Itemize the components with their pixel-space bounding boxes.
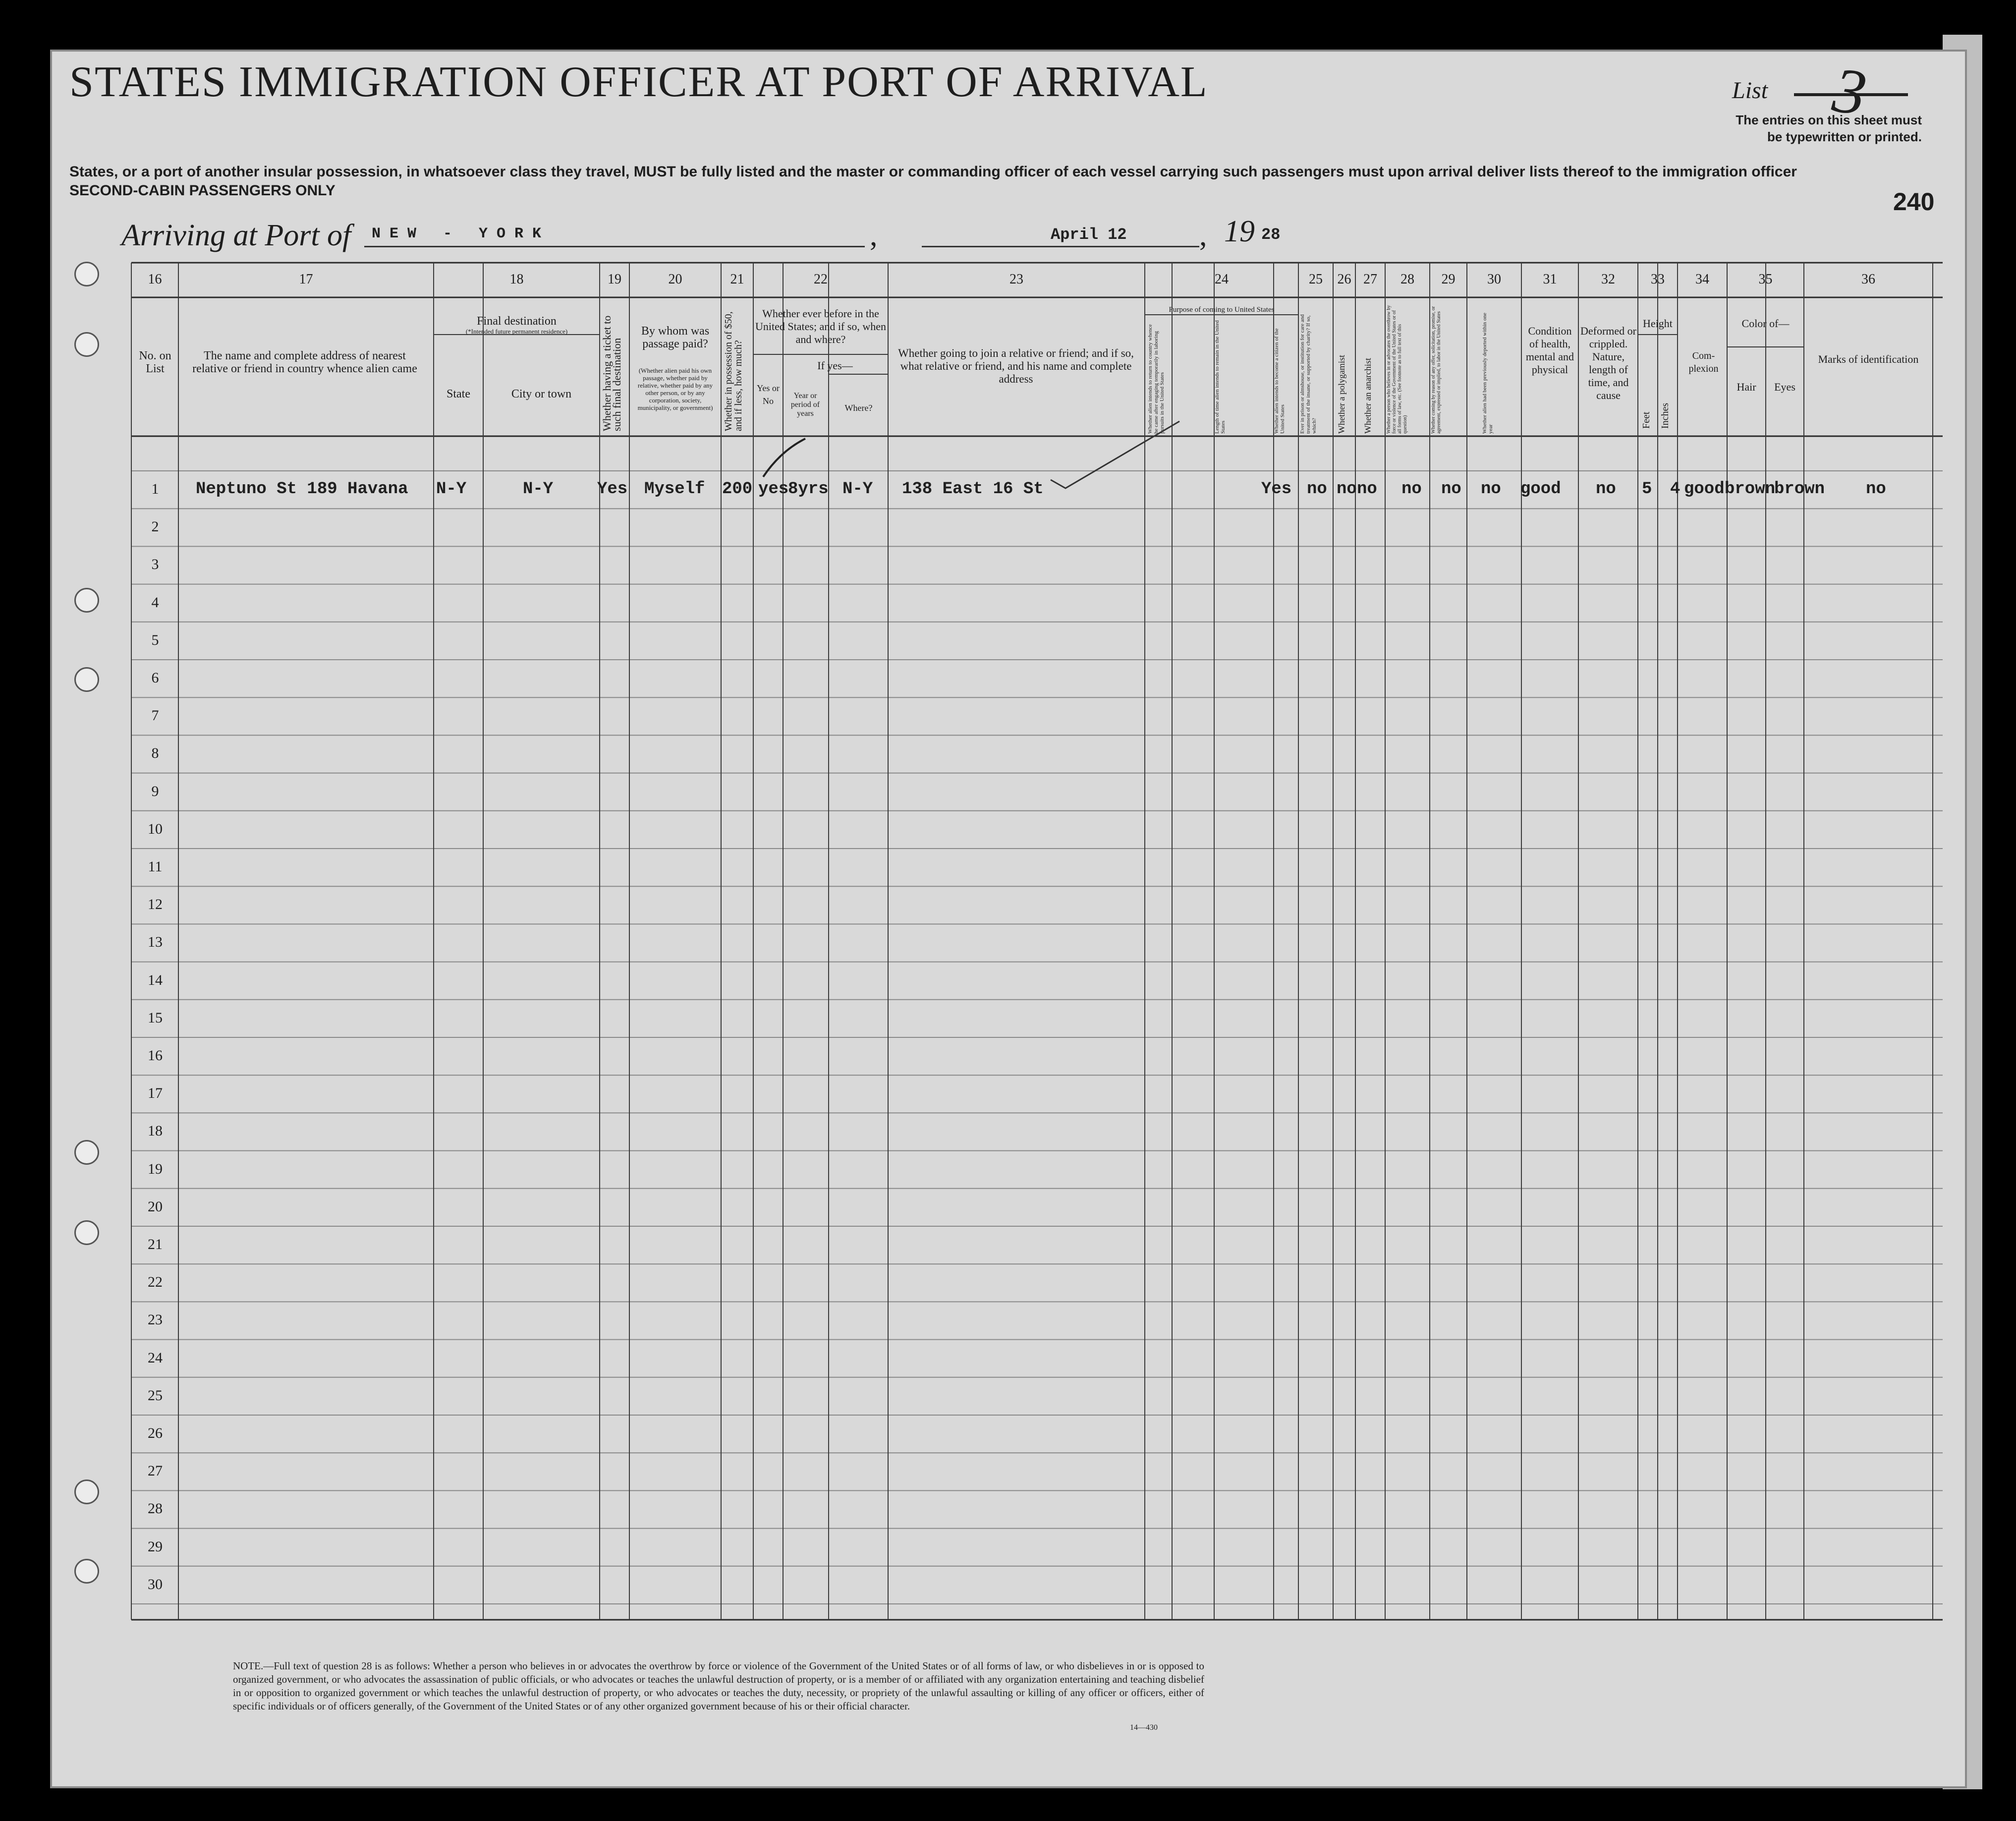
header-purpose-citizen: Whether alien intends to become a citizen of the United States xyxy=(1274,328,1286,434)
row-number: 8 xyxy=(151,745,159,762)
row-number: 29 xyxy=(148,1538,163,1555)
year-suffix: 28 xyxy=(1261,226,1281,244)
header-join-relative: Whether going to join a relative or friend; and if so, what relative or friend, and his name and complete address xyxy=(898,347,1134,385)
entry-before-where: N-Y xyxy=(842,480,873,499)
header-state: State xyxy=(447,388,470,400)
row-number: 12 xyxy=(148,896,163,913)
row-number: 11 xyxy=(148,858,163,875)
list-label: List xyxy=(1732,77,1768,104)
row-number: 24 xyxy=(148,1349,163,1366)
row-number: 10 xyxy=(148,820,163,837)
header-deformed: Deformed or crippled. Nature, length of time, and cause xyxy=(1580,325,1636,401)
entry-state: N-Y xyxy=(436,480,467,499)
page-title: STATES IMMIGRATION OFFICER AT PORT OF ARRIVAL xyxy=(69,58,1208,106)
column-number: 35 xyxy=(1758,272,1773,287)
header-yes-or-no: Yes or No xyxy=(757,383,780,406)
row-number: 14 xyxy=(148,971,163,988)
check-mark xyxy=(763,439,805,477)
column-number: 29 xyxy=(1441,272,1456,287)
row-number: 17 xyxy=(148,1085,163,1102)
row-number: 6 xyxy=(151,670,159,686)
list-number: 3 xyxy=(1829,54,1871,129)
column-number: 33 xyxy=(1651,272,1665,287)
row-number: 2 xyxy=(151,518,159,535)
column-number: 25 xyxy=(1309,272,1323,287)
header-polygamist: Whether a polygamist xyxy=(1337,355,1346,434)
column-number: 31 xyxy=(1543,272,1557,287)
arriving-label: Arriving at Port of xyxy=(121,219,351,252)
entry-offer: no xyxy=(1441,480,1461,499)
comma: , xyxy=(1199,219,1207,252)
entry-citizen: Yes xyxy=(1261,480,1292,499)
year-prefix: 19 xyxy=(1224,215,1255,248)
row-number: 22 xyxy=(148,1274,163,1291)
row-number: 18 xyxy=(148,1123,163,1139)
row-number: 16 xyxy=(148,1047,163,1064)
column-number: 18 xyxy=(509,272,524,287)
comma: , xyxy=(870,219,878,252)
entry-overthrow: no xyxy=(1401,480,1422,499)
header-paid-by-note: (Whether alien paid his own passage, whether paid by relative, whether paid by any other person, or by any corporation, society, municipality, or government) xyxy=(637,367,713,411)
port-value: NEW - YORK xyxy=(372,226,551,242)
entry-hair: brown xyxy=(1725,480,1776,499)
column-number: 16 xyxy=(148,272,162,287)
header-possession: Whether in possession of $50, and if less, how much? xyxy=(723,311,744,431)
row-number: 3 xyxy=(151,556,159,573)
header-final-destination: Final destination xyxy=(477,315,557,328)
header-before-in-us: Whether ever before in the United States; and if so, when and where? xyxy=(755,307,886,345)
header-year-period: Year or period of years xyxy=(790,392,820,418)
header-health: Condition of health, mental and physical xyxy=(1525,325,1574,376)
header-relative-address: The name and complete address of nearest relative or friend in country whence alien came xyxy=(192,349,417,375)
header-height: Height xyxy=(1643,317,1673,330)
row-number: 28 xyxy=(148,1500,163,1517)
column-number: 24 xyxy=(1215,272,1229,287)
header-deported: Whether alien had been previously deported within one year xyxy=(1482,312,1494,434)
column-number: 23 xyxy=(1009,272,1023,287)
header-purpose-length: Length of time alien intends to remain in the United States xyxy=(1214,320,1226,434)
header-color-of: Color of— xyxy=(1741,317,1790,330)
second-cabin-label: SECOND-CABIN PASSENGERS ONLY xyxy=(69,182,336,199)
entry-anarchist: no xyxy=(1357,480,1377,499)
header-inches: Inches xyxy=(1660,402,1671,429)
header-if-yes: If yes— xyxy=(817,359,853,372)
row-number: 23 xyxy=(148,1311,163,1328)
entry-city: N-Y xyxy=(523,480,554,499)
header-purpose-return: Whether alien intends to return to country whence he came after engaging temporarily in laboring pursuits in the United States xyxy=(1147,324,1165,434)
entry-polygamist: no xyxy=(1337,480,1357,499)
entry-ticket: Yes xyxy=(597,480,628,499)
entry-before-years: 8yrs xyxy=(788,480,829,499)
header-where: Where? xyxy=(844,403,873,413)
column-number: 17 xyxy=(299,272,313,287)
row-number: 13 xyxy=(148,934,163,951)
entry-deported: no xyxy=(1481,480,1501,499)
column-number: 21 xyxy=(730,272,744,287)
header-offer: Whether coming by reason of any offer, solicitation, promise, or agreement, expressed or implied, to labor in the United States xyxy=(1431,306,1442,434)
header-feet: Feet xyxy=(1641,411,1652,429)
header-eyes: Eyes xyxy=(1774,381,1795,393)
entry-inches: 4 xyxy=(1670,480,1680,499)
entry-deformed: no xyxy=(1596,480,1616,499)
column-number: 36 xyxy=(1861,272,1875,287)
intro-line: States, or a port of another insular possession, in whatsoever class they travel, MUST be fully listed and the master or commanding officer of each vessel carrying such passengers must upon arrival deliver lists thereof to the immigration officer xyxy=(69,164,1797,180)
row-number: 5 xyxy=(151,631,159,648)
row-number: 1 xyxy=(151,481,159,497)
header-complexion: Com-plexion xyxy=(1688,350,1719,374)
row-number: 30 xyxy=(148,1576,163,1593)
entry-paid-by: Myself xyxy=(644,480,705,499)
sheet-number: 240 xyxy=(1893,188,1935,216)
row-number: 25 xyxy=(148,1387,163,1404)
check-mark xyxy=(1051,421,1179,488)
typed-note-line: The entries on this sheet must xyxy=(1736,113,1922,127)
entry-complexion: good xyxy=(1684,480,1725,499)
row-number: 4 xyxy=(151,594,159,611)
header-paid-by: By whom was passage paid? xyxy=(641,325,710,350)
header-anarchist: Whether an anarchist xyxy=(1363,358,1373,434)
entry-feet: 5 xyxy=(1642,480,1652,499)
typed-note-line: be typewritten or printed. xyxy=(1767,129,1922,144)
row-number: 15 xyxy=(148,1009,163,1026)
entry-prison: no xyxy=(1307,480,1327,499)
column-number: 27 xyxy=(1363,272,1377,287)
column-number: 32 xyxy=(1601,272,1615,287)
header-hair: Hair xyxy=(1736,381,1756,393)
column-number: 19 xyxy=(608,272,621,287)
header-overthrow: Whether a person who believes in or advocates the overthrow by force or violence of the Government of the United States or of all forms of law, etc. (See footnote as to full text of this question) xyxy=(1386,305,1408,434)
header-no-on-list: No. on List xyxy=(139,349,171,375)
form-number: 14—430 xyxy=(1130,1723,1158,1732)
row-number: 20 xyxy=(148,1198,163,1215)
header-city: City or town xyxy=(511,388,572,400)
column-number: 34 xyxy=(1695,272,1709,287)
column-number: 22 xyxy=(814,272,828,287)
entry-address: Neptuno St 189 Havana xyxy=(196,480,408,499)
column-number: 28 xyxy=(1400,272,1414,287)
date-value: April 12 xyxy=(1051,226,1127,244)
footnote: NOTE.—Full text of question 28 is as follows: Whether a person who believes in or advocates the overthrow by force or violence of the Government of the United States or of all forms of law, or who disbelieves in or is opposed to organized government, or who advocates the assassination of public officials, or who advocates or teaches the unlawful destruction of property, or is a member of or affiliated with any organization entertaining and teaching disbelief in or opposition to organized government or which teaches the unlawful destruction of property, or who advocates or teaches the duty, necessity, or propriety of the unlawful assaulting or killing of any officer or officers, either of specific individuals or of officers generally, of the Government of the United States or of any other organized government because of his or their official character. xyxy=(233,1660,1204,1712)
row-number: 7 xyxy=(151,707,159,724)
column-number: 26 xyxy=(1337,272,1351,287)
row-number: 9 xyxy=(151,783,159,799)
header-prison: Ever in prison or almshouse, or institution for care and treatment of the insane, or supported by charity? If so, which? xyxy=(1299,314,1317,434)
entry-eyes: brown xyxy=(1774,480,1825,499)
row-number: 19 xyxy=(148,1160,163,1177)
header-ticket: Whether having a ticket to such final destination xyxy=(601,315,623,431)
row-number: 27 xyxy=(148,1463,163,1480)
entry-money: 200 xyxy=(722,480,753,499)
row-number: 26 xyxy=(148,1425,163,1441)
row-number: 21 xyxy=(148,1236,163,1252)
column-number: 20 xyxy=(668,272,682,287)
header-final-destination-note: (*Intended future permanent residence) xyxy=(465,328,568,335)
column-number: 30 xyxy=(1487,272,1501,287)
entry-marks: no xyxy=(1866,480,1886,499)
header-marks: Marks of identification xyxy=(1818,353,1919,365)
entry-health: good xyxy=(1520,480,1561,499)
entry-before-yes: yes xyxy=(758,480,789,499)
header-purpose: Purpose of coming to United States xyxy=(1169,306,1275,314)
entry-join-address: 138 East 16 St xyxy=(902,480,1044,499)
